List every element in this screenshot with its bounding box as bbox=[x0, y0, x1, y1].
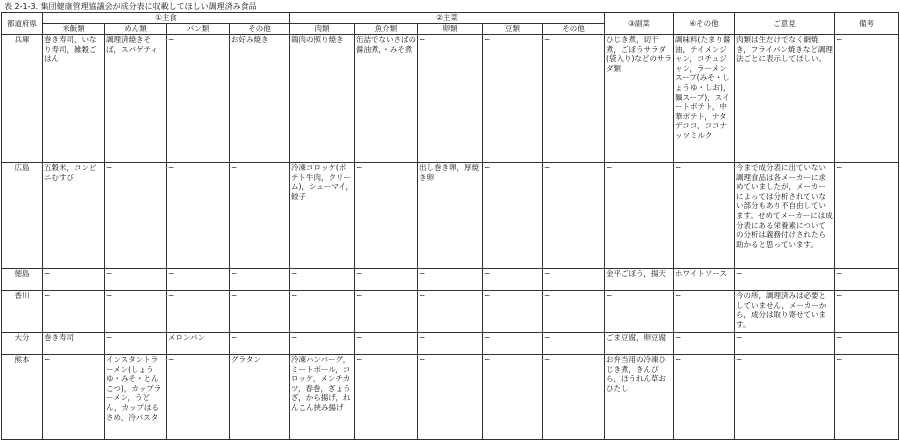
food-request-table bbox=[1, 12, 899, 440]
cell-egg: − bbox=[418, 291, 483, 333]
cell-rice: − bbox=[43, 355, 105, 440]
cell-meat: 鶏肉の照り焼き bbox=[290, 35, 355, 163]
cell-seafood: − bbox=[355, 269, 418, 291]
header-staple-other: その他 bbox=[230, 24, 290, 35]
cell-main-other: − bbox=[543, 333, 605, 355]
cell-bread: − bbox=[167, 35, 230, 163]
cell-main-other: − bbox=[543, 291, 605, 333]
cell-noodles: − bbox=[105, 333, 167, 355]
cell-seafood: − bbox=[355, 163, 418, 269]
cell-egg: − bbox=[418, 333, 483, 355]
cell-side: お弁当用の冷凍ひじき煮，きんぴら，ほうれん草おひたし bbox=[605, 355, 674, 440]
cell-prefecture: 徳島 bbox=[2, 269, 43, 291]
cell-opinion: 肉類は生だけでなく網焼き，フライパン焼きなど調理法ごとに表示してほしい。 bbox=[735, 35, 835, 163]
cell-other: − bbox=[674, 333, 735, 355]
cell-opinion: 今の所，調理済みは必要としていません，メーカーから，成分は取り寄せています。 bbox=[735, 291, 835, 333]
cell-prefecture: 香川 bbox=[2, 291, 43, 333]
cell-side: − bbox=[605, 163, 674, 269]
cell-egg: − bbox=[418, 355, 483, 440]
cell-opinion: 今まで成分表に出ていない調理食品は各メーカーに求めていましたが，メーカーによっては分析されていない部分もあり不自由しています。せめてメーカーには成分表にある栄養素についての分析は義務付けされたら助かると思っています。 bbox=[735, 163, 835, 269]
cell-staple-other: − bbox=[230, 163, 290, 269]
header-noodles: めん類 bbox=[105, 24, 167, 35]
header-rice: 米飯類 bbox=[43, 24, 105, 35]
cell-bean: − bbox=[483, 333, 543, 355]
cell-meat: − bbox=[290, 333, 355, 355]
cell-side: − bbox=[605, 291, 674, 333]
table-row bbox=[2, 355, 899, 440]
header-meat: 肉類 bbox=[290, 24, 355, 35]
cell-remarks: − bbox=[835, 269, 899, 291]
cell-prefecture: 熊本 bbox=[2, 355, 43, 440]
cell-bread: − bbox=[167, 291, 230, 333]
cell-staple-other: − bbox=[230, 269, 290, 291]
table-row bbox=[2, 269, 899, 291]
header-other: ④その他 bbox=[674, 13, 735, 35]
cell-other: − bbox=[674, 355, 735, 440]
cell-bean: − bbox=[483, 163, 543, 269]
table-row bbox=[2, 35, 899, 163]
header-bean: 豆類 bbox=[483, 24, 543, 35]
cell-rice: − bbox=[43, 269, 105, 291]
cell-bread: − bbox=[167, 163, 230, 269]
table-header bbox=[2, 13, 899, 35]
cell-rice: 巻き寿司 bbox=[43, 333, 105, 355]
cell-seafood: − bbox=[355, 333, 418, 355]
cell-main-other: − bbox=[543, 35, 605, 163]
cell-rice: 五穀米，コンビニむすび bbox=[43, 163, 105, 269]
cell-main-other: − bbox=[543, 355, 605, 440]
cell-rice: − bbox=[43, 291, 105, 333]
cell-side: ごま豆腐，卵豆腐 bbox=[605, 333, 674, 355]
cell-bread: − bbox=[167, 355, 230, 440]
header-staple: ①主食 bbox=[43, 13, 290, 24]
header-prefecture: 都道府県 bbox=[2, 13, 43, 35]
cell-main-other: − bbox=[543, 163, 605, 269]
cell-seafood: − bbox=[355, 355, 418, 440]
cell-remarks: − bbox=[835, 355, 899, 440]
cell-noodles: − bbox=[105, 291, 167, 333]
header-remarks: 備考 bbox=[835, 13, 899, 35]
table-row bbox=[2, 333, 899, 355]
cell-staple-other: お好み焼き bbox=[230, 35, 290, 163]
cell-other: − bbox=[674, 163, 735, 269]
cell-bread: − bbox=[167, 269, 230, 291]
cell-bean: − bbox=[483, 269, 543, 291]
cell-remarks: − bbox=[835, 163, 899, 269]
table-row bbox=[2, 291, 899, 333]
cell-meat: − bbox=[290, 269, 355, 291]
header-bread: パン類 bbox=[167, 24, 230, 35]
cell-egg: − bbox=[418, 269, 483, 291]
cell-remarks: − bbox=[835, 333, 899, 355]
cell-opinion: − bbox=[735, 355, 835, 440]
header-opinion: ご意見 bbox=[735, 13, 835, 35]
cell-meat: − bbox=[290, 291, 355, 333]
header-seafood: 魚介類 bbox=[355, 24, 418, 35]
cell-noodles: − bbox=[105, 269, 167, 291]
cell-bread: メロンパン bbox=[167, 333, 230, 355]
table-row bbox=[2, 163, 899, 269]
cell-other: 調味料(たまり醤油，テイメンジャン，コチュジャン，ラーメンスープ(みそ・しょうゆ・しお)，麺スープ)，スイートポテト，中華ポテト，ナタデココ，ココナッツミルク bbox=[674, 35, 735, 163]
cell-remarks: − bbox=[835, 35, 899, 163]
cell-noodles: 調理済焼きそば，スパゲティ bbox=[105, 35, 167, 163]
cell-side: 金平ごぼう，揚天 bbox=[605, 269, 674, 291]
cell-staple-other: グラタン bbox=[230, 355, 290, 440]
header-egg: 卵類 bbox=[418, 24, 483, 35]
header-main-other: その他 bbox=[543, 24, 605, 35]
cell-seafood: − bbox=[355, 291, 418, 333]
cell-remarks: − bbox=[835, 291, 899, 333]
cell-opinion: − bbox=[735, 269, 835, 291]
cell-staple-other: − bbox=[230, 333, 290, 355]
cell-side: ひじき煮，切干煮，ごぼうサラダ(袋入り)などのサラダ類 bbox=[605, 35, 674, 163]
table-caption: 表 2-1-3. 集団健康管理協議会が成分表に収載してほしい調理済み食品 bbox=[4, 2, 257, 11]
cell-main-other: − bbox=[543, 269, 605, 291]
cell-noodles: インスタントラーメン(しょうゆ・みそ・とんこつ)，カップラーメン，うどん，カップはるさめ，冷パスタ bbox=[105, 355, 167, 440]
cell-staple-other: − bbox=[230, 291, 290, 333]
cell-meat: 冷凍コロッケ(ポテト牛肉，クリーム)，シューマイ，餃子 bbox=[290, 163, 355, 269]
cell-prefecture: 大分 bbox=[2, 333, 43, 355]
cell-meat: 冷凍ハンバーグ，ミートボール，コロッケ，メンチカツ，春巻，ぎょうざ，から揚げ，れんこん挟み揚げ bbox=[290, 355, 355, 440]
cell-bean: − bbox=[483, 35, 543, 163]
cell-opinion: − bbox=[735, 333, 835, 355]
cell-bean: − bbox=[483, 291, 543, 333]
cell-rice: 巻き寿司，いなり寿司，雑穀ごはん bbox=[43, 35, 105, 163]
cell-egg: − bbox=[418, 35, 483, 163]
cell-noodles: − bbox=[105, 163, 167, 269]
cell-bean: − bbox=[483, 355, 543, 440]
header-main: ②主菜 bbox=[290, 13, 605, 24]
header-side: ③副菜 bbox=[605, 13, 674, 35]
cell-egg: 出し巻き卵，厚焼き卵 bbox=[418, 163, 483, 269]
cell-other: − bbox=[674, 291, 735, 333]
cell-other: ホワイトソース bbox=[674, 269, 735, 291]
cell-prefecture: 兵庫 bbox=[2, 35, 43, 163]
cell-seafood: 缶詰でないさばの醤油煮，・みそ煮 bbox=[355, 35, 418, 163]
table-body bbox=[2, 35, 899, 440]
cell-prefecture: 広島 bbox=[2, 163, 43, 269]
